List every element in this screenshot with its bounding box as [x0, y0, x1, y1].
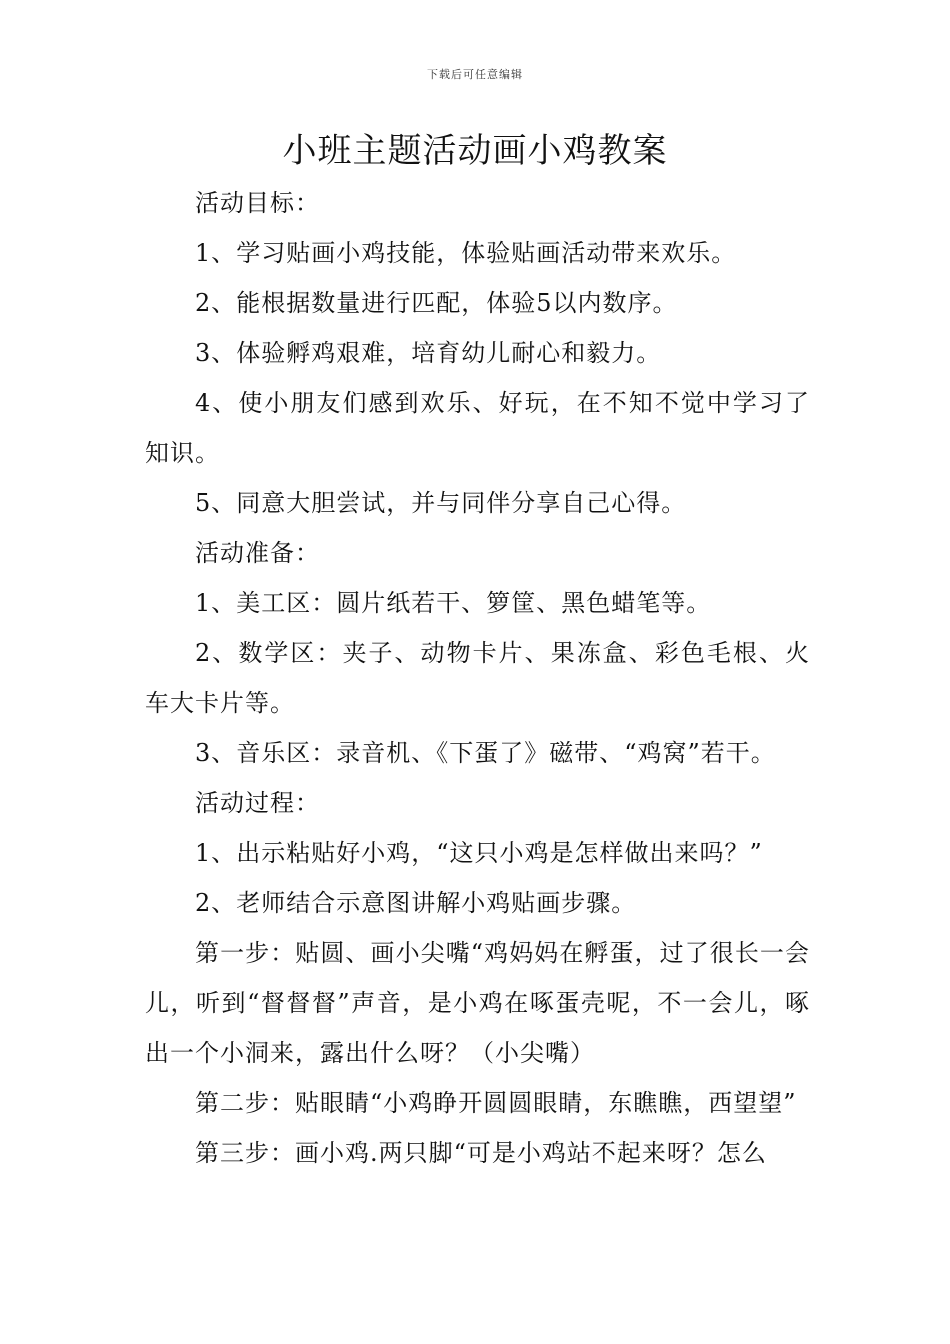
process-step-3: 第三步：画小鸡.两只脚“可是小鸡站不起来呀？怎么: [195, 1139, 767, 1167]
section-heading-preparation: 活动准备：: [195, 539, 320, 567]
preparation-item-2: 2、数学区：夹子、动物卡片、果冻盒、彩色毛根、火车大卡片等。: [145, 639, 810, 717]
process-item-2: 2、老师结合示意图讲解小鸡贴画步骤。: [195, 889, 637, 917]
document-body: [145, 178, 810, 1178]
goal-item-4: 4、使小朋友们感到欢乐、好玩，在不知不觉中学习了知识。: [145, 389, 810, 467]
page-header-note: 下载后可任意编辑: [427, 68, 523, 81]
section-heading-process: 活动过程：: [195, 789, 320, 817]
goal-item-5: 5、同意大胆尝试，并与同伴分享自己心得。: [195, 489, 687, 517]
goal-item-2: 2、能根据数量进行匹配，体验5以内数序。: [195, 289, 678, 317]
document-title: 小班主题活动画小鸡教案: [282, 131, 668, 171]
process-item-1: 1、出示粘贴好小鸡，“这只小鸡是怎样做出来吗？”: [195, 839, 763, 867]
process-step-1: 第一步：贴圆、画小尖嘴“鸡妈妈在孵蛋，过了很长一会儿，听到“督督督”声音，是小鸡在啄蛋壳呢，不一会儿，啄出一个小洞来，露出什么呀？（小尖嘴）: [145, 939, 810, 1067]
section-heading-goals: 活动目标：: [195, 189, 320, 217]
goal-item-3: 3、体验孵鸡艰难，培育幼儿耐心和毅力。: [195, 339, 662, 367]
process-step-2: 第二步：贴眼睛“小鸡睁开圆圆眼睛，东瞧瞧，西望望”: [195, 1089, 797, 1117]
goal-item-1: 1、学习贴画小鸡技能，体验贴画活动带来欢乐。: [195, 239, 737, 267]
preparation-item-1: 1、美工区：圆片纸若干、箩筐、黑色蜡笔等。: [195, 589, 712, 617]
preparation-item-3: 3、音乐区：录音机、《下蛋了》磁带、“鸡窝”若干。: [195, 739, 776, 767]
